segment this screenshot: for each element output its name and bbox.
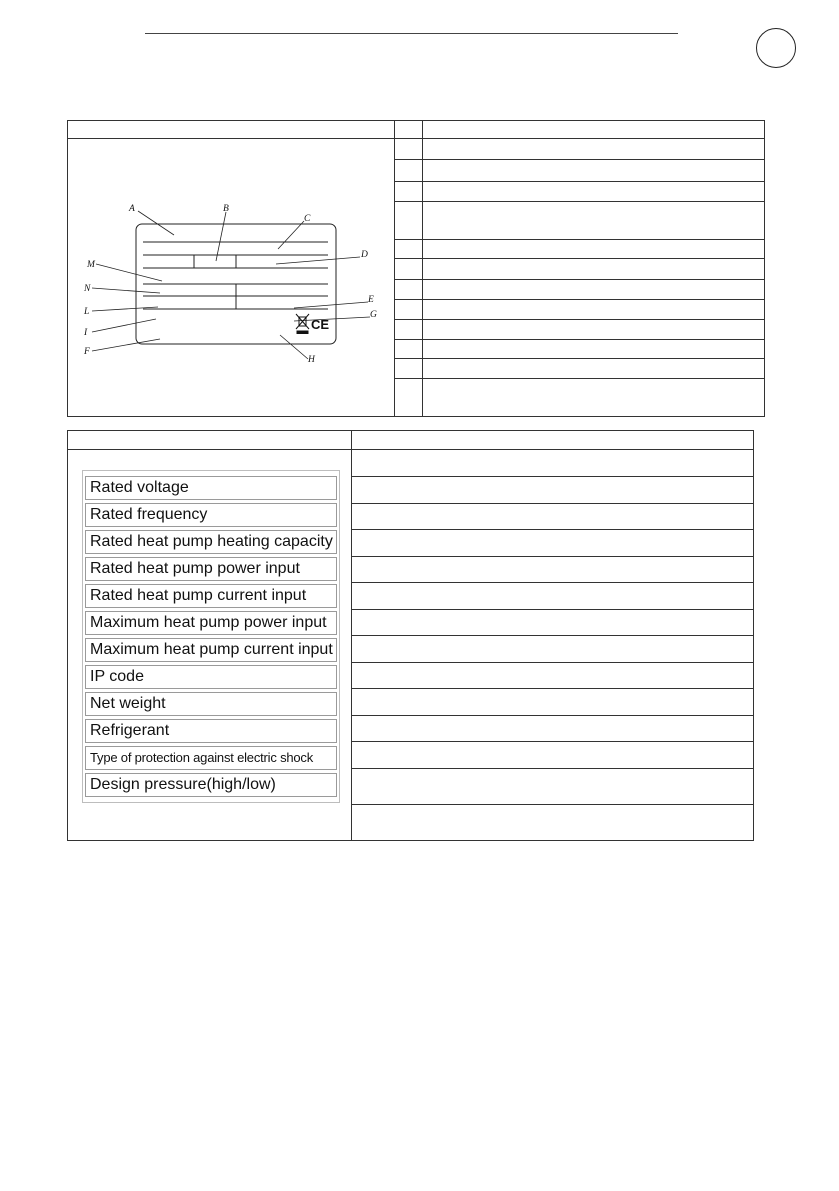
leader-line bbox=[92, 339, 160, 351]
header-rule bbox=[145, 33, 678, 34]
spec-label: IP code bbox=[85, 665, 337, 689]
spec-label-panel bbox=[82, 470, 340, 803]
header-cell bbox=[395, 121, 423, 139]
callout-label: L bbox=[84, 307, 90, 317]
legend-letter-cell bbox=[395, 280, 423, 300]
leader-line bbox=[96, 264, 162, 281]
legend-description-cell bbox=[423, 359, 765, 379]
legend-letter-cell bbox=[395, 201, 423, 239]
legend-letter-cell bbox=[395, 259, 423, 280]
spec-value-cell bbox=[352, 583, 754, 610]
legend-letter-cell bbox=[395, 320, 423, 340]
legend-letter-cell bbox=[395, 182, 423, 202]
legend-letter-cell bbox=[395, 299, 423, 320]
leader-line bbox=[276, 257, 360, 264]
leader-line bbox=[92, 319, 156, 332]
table-header-row bbox=[68, 121, 765, 139]
legend-description-cell bbox=[423, 299, 765, 320]
spec-label: Maximum heat pump current input bbox=[85, 638, 337, 662]
spec-value-cell bbox=[352, 636, 754, 663]
spec-value-cell bbox=[352, 769, 754, 805]
spec-label: Rated frequency bbox=[85, 503, 337, 527]
spec-value-cell bbox=[352, 450, 754, 477]
legend-letter-cell bbox=[395, 378, 423, 416]
callout-label: A bbox=[129, 204, 135, 214]
callout-label: E bbox=[368, 295, 374, 305]
legend-description-cell bbox=[423, 182, 765, 202]
spec-value-cell bbox=[352, 742, 754, 769]
legend-description-cell bbox=[423, 339, 765, 359]
spec-label: Type of protection against electric shock bbox=[85, 746, 337, 770]
legend-description-cell bbox=[423, 139, 765, 160]
legend-letter-cell bbox=[395, 359, 423, 379]
spec-value-cell bbox=[352, 689, 754, 716]
callout-label: N bbox=[84, 284, 91, 294]
spec-value-cell bbox=[352, 557, 754, 583]
legend-description-cell bbox=[423, 259, 765, 280]
leader-line bbox=[92, 288, 160, 293]
spec-value-cell bbox=[352, 610, 754, 636]
legend-letter-cell bbox=[395, 139, 423, 160]
spec-value-cell bbox=[352, 716, 754, 742]
legend-description-cell bbox=[423, 320, 765, 340]
nameplate-diagram-cell bbox=[68, 139, 395, 417]
spec-value-cell bbox=[352, 477, 754, 504]
legend-letter-cell bbox=[395, 339, 423, 359]
spec-value-cell bbox=[352, 530, 754, 557]
header-cell bbox=[68, 431, 352, 450]
leader-line bbox=[280, 335, 308, 359]
nameplate-legend-table bbox=[67, 120, 765, 417]
callout-label: B bbox=[223, 204, 229, 214]
table-row bbox=[68, 139, 765, 160]
legend-description-cell bbox=[423, 201, 765, 239]
spec-value-cell bbox=[352, 663, 754, 689]
callout-label: M bbox=[87, 260, 95, 270]
callout-label: G bbox=[370, 310, 377, 320]
spec-label: Net weight bbox=[85, 692, 337, 716]
specifications-table bbox=[67, 430, 754, 841]
legend-description-cell bbox=[423, 159, 765, 182]
legend-letter-cell bbox=[395, 239, 423, 259]
leader-line bbox=[294, 302, 368, 308]
spec-value-cell bbox=[352, 805, 754, 841]
header-cell bbox=[68, 121, 395, 139]
spec-label: Rated heat pump power input bbox=[85, 557, 337, 581]
header-cell bbox=[352, 431, 754, 450]
table-row bbox=[68, 450, 754, 477]
spec-value-cell bbox=[352, 504, 754, 530]
spec-label: Rated heat pump current input bbox=[85, 584, 337, 608]
spec-list-cell bbox=[68, 450, 352, 841]
spec-label: Rated heat pump heating capacity bbox=[85, 530, 337, 554]
spec-label: Rated voltage bbox=[85, 476, 337, 500]
spec-label: Design pressure(high/low) bbox=[85, 773, 337, 797]
leader-line bbox=[138, 211, 174, 235]
leader-line bbox=[278, 221, 304, 249]
spec-label: Refrigerant bbox=[85, 719, 337, 743]
header-cell bbox=[423, 121, 765, 139]
callout-label: H bbox=[308, 355, 315, 365]
page-number-badge bbox=[756, 28, 796, 68]
legend-letter-cell bbox=[395, 159, 423, 182]
table-header-row bbox=[68, 431, 754, 450]
legend-description-cell bbox=[423, 239, 765, 259]
ce-mark: CE bbox=[311, 317, 330, 332]
spec-label: Maximum heat pump power input bbox=[85, 611, 337, 635]
weee-bin-icon bbox=[296, 314, 309, 334]
legend-description-cell bbox=[423, 280, 765, 300]
leader-line bbox=[216, 212, 226, 261]
callout-label: D bbox=[361, 250, 368, 260]
callout-label: C bbox=[304, 214, 311, 224]
legend-description-cell bbox=[423, 378, 765, 416]
callout-label: I bbox=[84, 328, 88, 338]
callout-label: F bbox=[84, 347, 90, 357]
nameplate-diagram bbox=[68, 139, 395, 411]
